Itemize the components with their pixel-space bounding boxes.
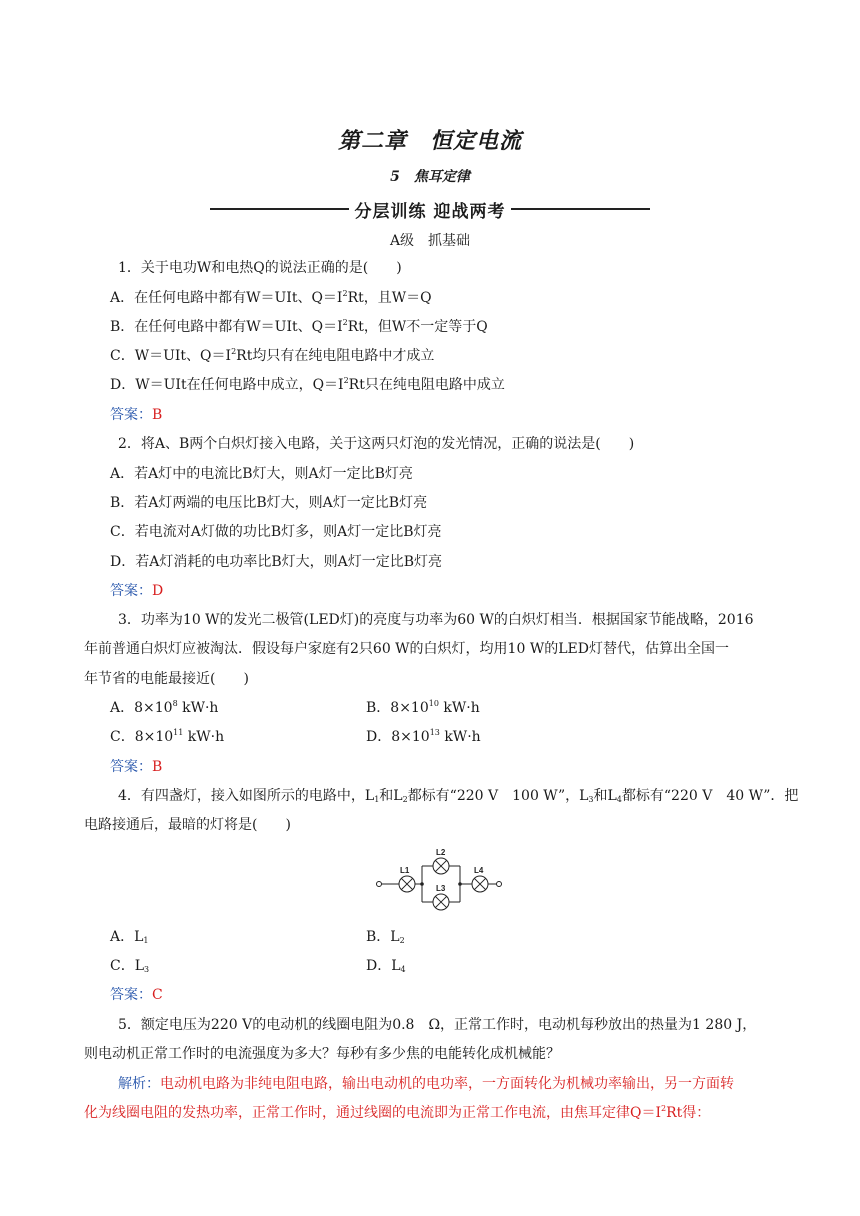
q1-answer: 答案：B	[110, 407, 163, 423]
chapter-title: 第二章 恒定电流	[337, 128, 522, 154]
q1-option-c: C．W＝UIt、$Q=I^2Rt$均只有在纯电阻电路中才成立	[110, 347, 435, 364]
circuit-diagram	[374, 846, 504, 916]
banner-rule-left	[210, 208, 349, 210]
junction-right	[458, 882, 462, 886]
q3-option-c: C．$8\times 10^{11}$ kW·h	[110, 728, 225, 745]
q3-answer: 答案：B	[110, 759, 163, 775]
terminal-right	[497, 882, 502, 887]
label-l3: L3	[436, 884, 446, 893]
banner-text: 分层训练 迎战两考	[354, 201, 506, 222]
q1-option-d: D．W＝UIt在任何电路中成立，$Q=I^2Rt$只在纯电阻电路中成立	[110, 376, 505, 393]
q1-option-a: A．在任何电路中都有W＝UIt、$Q=I^2Rt$，且W＝Q	[110, 289, 432, 306]
q2-option-b: B．若A灯两端的电压比B灯大，则A灯一定比B灯亮	[110, 495, 428, 511]
q1-stem: 1．关于电功W和电热Q的说法正确的是( )	[118, 260, 402, 276]
terminal-left	[377, 882, 382, 887]
q2-stem: 2．将A、B两个白炽灯接入电路，关于这两只灯泡的发光情况，正确的说法是( )	[118, 436, 635, 452]
lamp-l1-icon	[399, 876, 415, 892]
q3-stem-line-3: 年节省的电能最接近( )	[84, 671, 249, 687]
section-title: 5 焦耳定律	[390, 169, 470, 185]
junction-left	[420, 882, 424, 886]
q5-analysis-line-2: 化为线圈电阻的发热功率，正常工作时，通过线圈的电流即为正常工作电流，由焦耳定律$Q=I^2Rt$得：	[84, 1104, 711, 1121]
q4-option-c: C．$L_3$	[110, 958, 150, 974]
lamp-l2-icon	[433, 858, 449, 874]
q3-option-a: A．$8\times 10^8$ kW·h	[110, 699, 219, 716]
q3-option-b: B．$8\times 10^{10}$ kW·h	[366, 699, 480, 716]
section-banner	[210, 198, 650, 220]
lamp-l3-icon	[433, 894, 449, 910]
lamp-l4-icon	[472, 876, 488, 892]
q5-analysis-line-1: 解析：电动机电路为非纯电阻电路，输出电动机的电功率，一方面转化为机械功率输出，另一方面转	[118, 1076, 734, 1092]
q2-option-c: C．若电流对A灯做的功比B灯多，则A灯一定比B灯亮	[110, 524, 442, 540]
q4-option-b: B．$L_2$	[366, 929, 405, 945]
label-l2: L2	[436, 848, 446, 857]
q3-stem-line-1: 3．功率为10 W的发光二极管(LED灯)的亮度与功率为60 W的白炽灯相当．根据国家节能战略，2016	[118, 612, 754, 628]
q4-answer: 答案：C	[110, 987, 163, 1003]
q2-answer: 答案：D	[110, 583, 164, 599]
label-l1: L1	[400, 866, 410, 875]
q2-option-a: A．若A灯中的电流比B灯大，则A灯一定比B灯亮	[110, 466, 413, 482]
q1-option-b: B．在任何电路中都有W＝UIt、$Q=I^2Rt$，但W不一定等于Q	[110, 318, 488, 335]
level-heading: A级 抓基础	[389, 233, 471, 249]
label-l4: L4	[474, 866, 484, 875]
q5-stem-line-1: 5．额定电压为220 V的电动机的线圈电阻为0.8 Ω，正常工作时，电动机每秒放出的热量为1 280 J，	[118, 1017, 757, 1033]
q4-option-a: A．$L_1$	[110, 929, 149, 945]
q5-stem-line-2: 则电动机正常工作时的电流强度为多大？每秒有多少焦的电能转化成机械能？	[84, 1046, 560, 1062]
q3-option-d: D．$8\times 10^{13}$ kW·h	[366, 728, 481, 745]
q2-option-d: D．若A灯消耗的电功率比B灯大，则A灯一定比B灯亮	[110, 554, 443, 570]
q3-stem-line-2: 年前普通白炽灯应被淘汰．假设每户家庭有2只60 W的白炽灯，均用10 W的LED灯替代，估算出全国一	[84, 641, 729, 657]
q4-stem-line-1: 4．有四盏灯，接入如图所示的电路中，$L_1$和$L_2$都标有“220 V 100 W”，$L_3$和$L_4$都标有“220 V 40 W”．把	[118, 788, 799, 804]
banner-rule-right	[511, 208, 650, 210]
q4-stem-line-2: 电路接通后，最暗的灯将是( )	[84, 817, 291, 833]
q4-option-d: D．$L_4$	[366, 958, 406, 974]
